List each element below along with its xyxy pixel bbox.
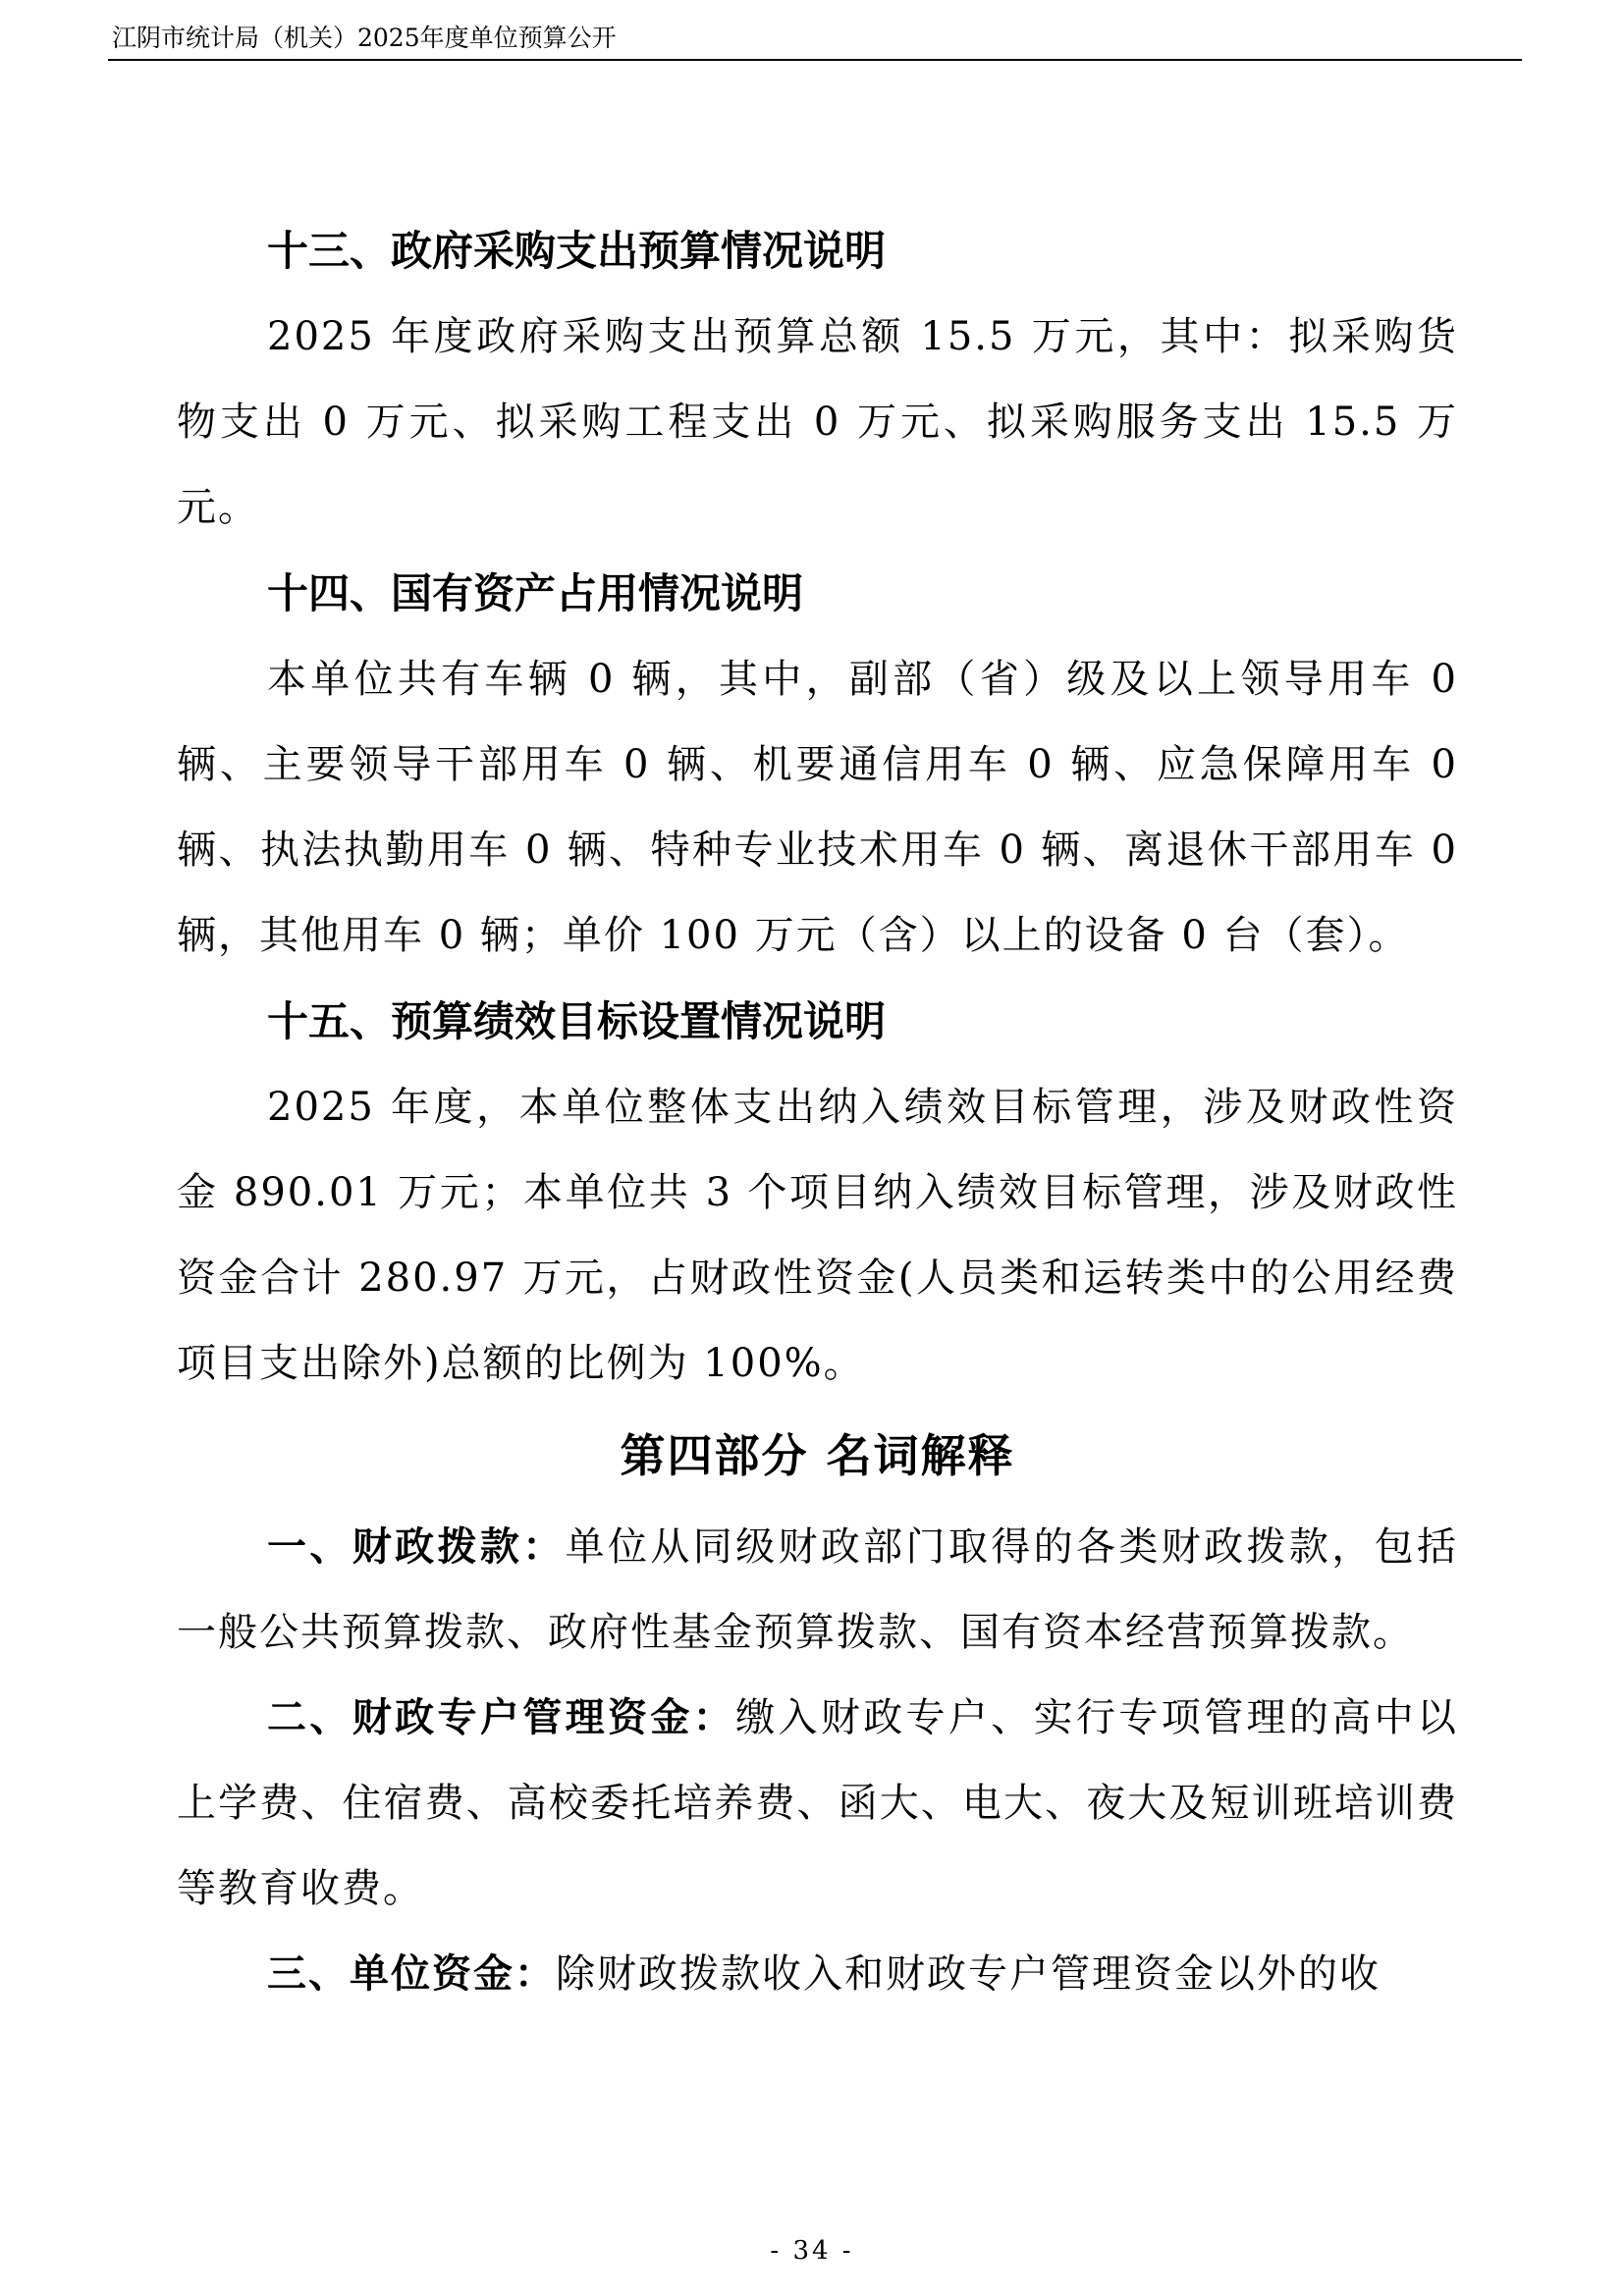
section-15-body: 2025 年度，本单位整体支出纳入绩效目标管理，涉及财政性资金 890.01 万元；本单位共 3 个项目纳入绩效目标管理，涉及财政性资金合计 280.97 万元，占财政性资金(人员类和运转类中的公用经费项目支出除外)总额的比例为 100%。 xyxy=(177,1085,1458,1386)
term-definition: 缴入财政专户、实行专项管理的高中以上学费、住宿费、高校委托培养费、函大、电大、夜大及短训班培训费等教育收费。 xyxy=(177,1695,1459,1911)
section-14-heading: 十四、国有资产占用情况说明 xyxy=(267,569,804,617)
page-number: - 34 - xyxy=(770,2236,854,2266)
term-label: 二、财政专户管理资金： xyxy=(267,1695,736,1740)
term-label: 一、财政拨款： xyxy=(267,1524,566,1570)
section-14 xyxy=(177,551,1458,979)
section-13-body: 2025 年度政府采购支出预算总额 15.5 万元，其中：拟采购货物支出 0 万元、拟采购工程支出 0 万元、拟采购服务支出 15.5 万元。 xyxy=(177,314,1458,530)
term-unit-funds xyxy=(177,1932,1458,2017)
part-4-title: 第四部分 名词解释 xyxy=(620,1429,1015,1482)
section-13-heading: 十三、政府采购支出预算情况说明 xyxy=(267,227,887,275)
term-financial-appropriation xyxy=(177,1505,1458,1676)
header-title: 江阴市统计局（机关）2025年度单位预算公开 xyxy=(112,24,617,52)
section-13 xyxy=(177,208,1458,551)
section-15 xyxy=(177,979,1458,1407)
page-header xyxy=(108,18,1522,61)
section-14-body: 本单位共有车辆 0 辆，其中，副部（省）级及以上领导用车 0 辆、主要领导干部用车 0 辆、机要通信用车 0 辆、应急保障用车 0 辆、执法执勤用车 0 辆、特种专业技术用车 0 辆、离退休干部用车 0 辆，其他用车 0 辆；单价 100 万元（含）以上的设备 0 台（套）。 xyxy=(177,657,1458,958)
term-definition: 除财政拨款收入和财政专户管理资金以外的收 xyxy=(556,1951,1380,1997)
term-label: 三、单位资金： xyxy=(267,1951,556,1997)
term-special-account-funds xyxy=(177,1676,1458,1932)
document-body xyxy=(177,208,1458,2017)
section-15-heading: 十五、预算绩效目标设置情况说明 xyxy=(267,997,887,1045)
term-definition: 单位从同级财政部门取得的各类财政拨款，包括一般公共预算拨款、政府性基金预算拨款、国有资本经营预算拨款。 xyxy=(177,1524,1459,1655)
